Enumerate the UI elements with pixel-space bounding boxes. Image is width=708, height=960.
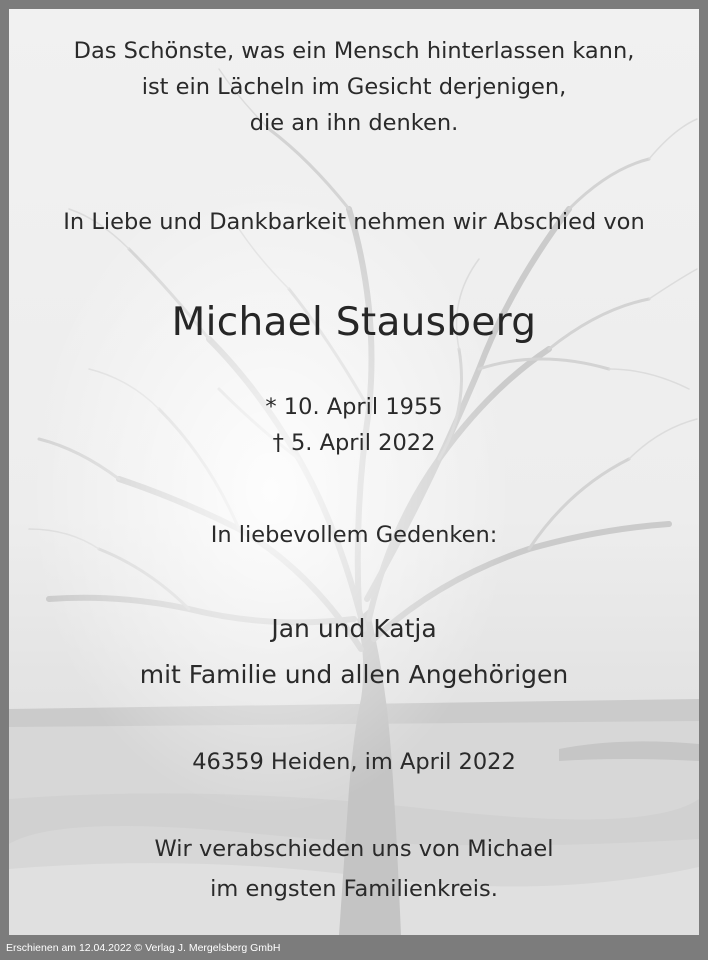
- place-and-date: 46359 Heiden, im April 2022: [192, 749, 516, 775]
- publication-credit: Erschienen am 12.04.2022 © Verlag J. Mergelsberg GmbH: [6, 942, 281, 954]
- life-dates: [9, 389, 699, 461]
- death-date: † 5. April 2022: [272, 430, 436, 456]
- mourners: [9, 606, 699, 698]
- obituary-card: [9, 9, 699, 935]
- farewell-intro: In Liebe und Dankbarkeit nehmen wir Abschied von: [63, 209, 645, 235]
- verse-line: die an ihn denken.: [249, 110, 459, 136]
- mourner-line: Jan und Katja: [271, 614, 437, 643]
- deceased-name: Michael Stausberg: [171, 300, 537, 345]
- closing-note: [9, 829, 699, 909]
- closing-line: Wir verabschieden uns von Michael: [154, 836, 554, 862]
- mourner-line: mit Familie und allen Angehörigen: [139, 660, 569, 689]
- memorial-verse: [9, 33, 699, 141]
- verse-line: Das Schönste, was ein Mensch hinterlassen kann,: [73, 38, 635, 64]
- memory-heading: In liebevollem Gedenken:: [210, 522, 498, 548]
- verse-line: ist ein Lächeln im Gesicht derjenigen,: [141, 74, 567, 100]
- birth-date: * 10. April 1955: [265, 394, 443, 420]
- tree-lake-background-image: [9, 9, 699, 935]
- publication-footer: [0, 935, 708, 960]
- closing-line: im engsten Familienkreis.: [210, 876, 498, 902]
